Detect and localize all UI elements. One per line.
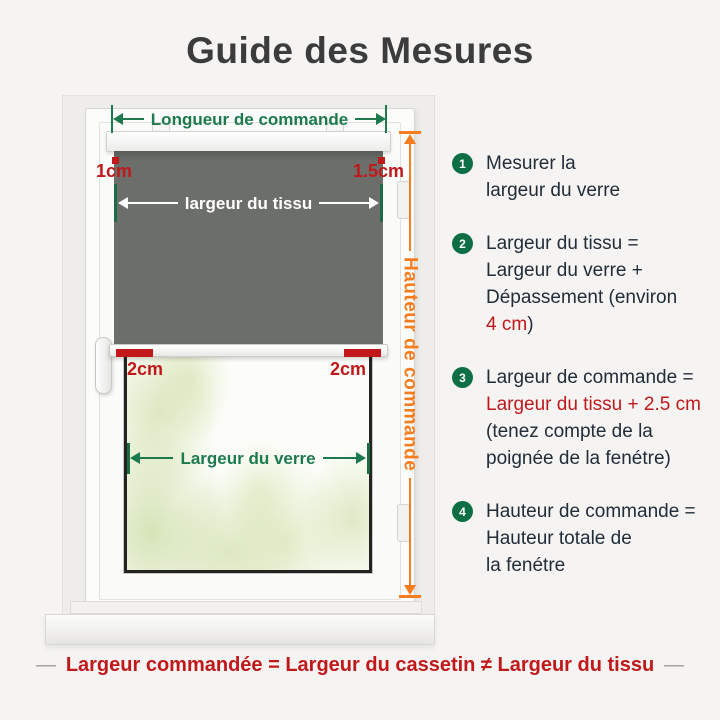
step-line: Largeur du tissu = [486, 233, 639, 254]
step-line: Dépassement (environ [486, 287, 678, 308]
fabric-width-arrow [118, 192, 379, 214]
glass-offset-bar-right [344, 349, 381, 357]
step-item-3 [452, 364, 718, 472]
step-line: Largeur du verre + [486, 260, 643, 281]
arrow-shaft [319, 202, 369, 204]
measurement-steps [452, 150, 718, 579]
offset-label-right: 1.5cm [352, 161, 404, 181]
glass-offset-label-right: 2cm [329, 359, 366, 379]
arrowhead-down-icon [404, 585, 416, 595]
arrowhead-right-icon [369, 197, 379, 209]
step-item-2 [452, 230, 718, 338]
fabric-width-endbar-right [380, 184, 383, 222]
offset-label-left: 1cm [96, 161, 133, 181]
footer-dash-right: — [664, 654, 685, 676]
order-length-arrow [113, 108, 386, 130]
arrow-shaft [355, 118, 376, 120]
arrow-shaft [123, 118, 144, 120]
arrow-shaft [128, 202, 178, 204]
window-frame-ledge [70, 601, 422, 614]
order-height-cap-bottom [399, 595, 421, 598]
arrow-shaft [409, 144, 411, 251]
step-text [486, 230, 677, 338]
footer-text: Largeur commandée = Largeur du cassetin ≠ Largeur du tissu [65, 654, 655, 676]
arrowhead-right-icon [376, 113, 386, 125]
blind-fabric [114, 151, 383, 345]
arrow-shaft [409, 478, 411, 585]
arrowhead-left-icon [113, 113, 123, 125]
arrowhead-up-icon [404, 134, 416, 144]
arrowhead-right-icon [356, 452, 366, 464]
glass-offset-label-left: 2cm [127, 359, 164, 379]
step-line: largeur du verre [486, 180, 621, 201]
step-number-badge: 4 [452, 501, 473, 522]
glass-width-arrow [130, 447, 366, 469]
order-height-label: Hauteur de commande [399, 257, 421, 472]
arrowhead-left-icon [118, 197, 128, 209]
order-length-label: Longueur de commande [150, 109, 349, 129]
step-highlight: 4 cm [486, 314, 528, 335]
step-highlight-line: Largeur du tissu + 2.5 cm [486, 394, 701, 415]
fabric-width-endbar-left [114, 184, 117, 222]
step-line: poignée de la fenétre) [486, 448, 671, 469]
step-line: Largeur de commande = [486, 367, 694, 388]
step-line: la fenétre [486, 555, 566, 576]
step-line-rest: ) [527, 314, 534, 335]
step-line: Hauteur totale de [486, 528, 632, 549]
step-line [486, 311, 677, 338]
order-height-arrow [399, 134, 421, 595]
window-sill [45, 614, 435, 645]
arrow-shaft [323, 457, 356, 459]
glass-offset-bar-left [116, 349, 153, 357]
step-text [486, 150, 620, 204]
step-item-4 [452, 498, 718, 579]
step-line: Hauteur de commande = [486, 501, 696, 522]
step-text [486, 364, 701, 472]
glass-width-label: Largeur du verre [180, 448, 316, 468]
step-number-badge: 1 [452, 153, 473, 174]
step-number-badge: 3 [452, 367, 473, 388]
page-title: Guide des Mesures [186, 30, 534, 71]
step-line: (tenez compte de la [486, 421, 653, 442]
footer-note [0, 654, 720, 677]
footer-dash-left: — [35, 654, 56, 676]
arrowhead-left-icon [130, 452, 140, 464]
step-number-badge: 2 [452, 233, 473, 254]
blind-cassette [106, 131, 391, 152]
step-line: Mesurer la [486, 153, 576, 174]
step-item-1 [452, 150, 718, 204]
arrow-shaft [140, 457, 173, 459]
glass-width-endbar-right [367, 443, 370, 474]
step-text [486, 498, 696, 579]
fabric-width-label: largeur du tissu [184, 193, 313, 213]
